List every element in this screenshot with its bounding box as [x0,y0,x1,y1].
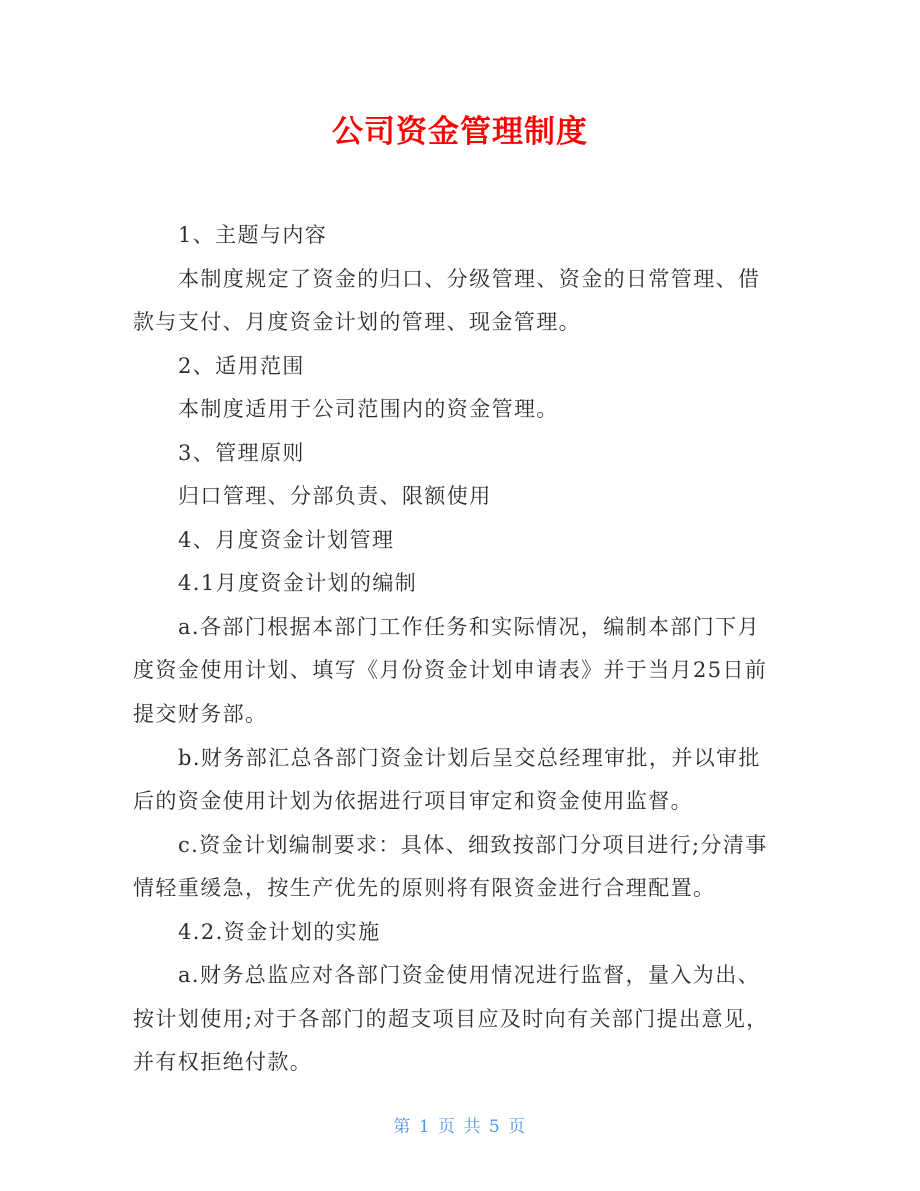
body-line: 4、月度资金计划管理 [178,527,395,552]
body-line: 本制度规定了资金的归口、分级管理、资金的日常管理、借 [178,266,761,291]
body-line: 4.2.资金计划的实施 [178,919,381,944]
page-footer [0,1112,920,1137]
body-line: b.财务部汇总各部门资金计划后呈交总经理审批，并以审批 [178,745,761,770]
body-line: a.各部门根据本部门工作任务和实际情况，编制本部门下月 [178,614,760,639]
body-line: 1、主题与内容 [178,223,328,247]
body-line: 2、适用范围 [178,353,305,378]
body-line: 本制度适用于公司范围内的资金管理。 [178,397,559,422]
body-line: 4.1月度资金计划的编制 [178,571,418,596]
body-line: 并有权拒绝付款。 [133,1050,313,1075]
page-number-indicator: 第 1 页 共 5 页 [393,1117,527,1137]
body-line: 情轻重缓急，按生产优先的原则将有限资金进行合理配置。 [133,876,716,901]
body-line: c.资金计划编制要求：具体、细致按部门分项目进行;分清事 [178,832,768,857]
body-line: 按计划使用;对于各部门的超支项目应及时向有关部门提出意见， [133,1006,769,1031]
body-line: 归口管理、分部负责、限额使用 [178,484,492,509]
document-title: 公司资金管理制度 [332,114,588,150]
body-line: 3、管理原则 [178,440,305,465]
body-line: 提交财务部。 [133,702,268,727]
body-line: 款与支付、月度资金计划的管理、现金管理。 [133,310,581,335]
document-body [133,214,823,1085]
body-line: 度资金使用计划、填写《月份资金计划申请表》并于当月25日前 [133,658,768,683]
body-line: a.财务总监应对各部门资金使用情况进行监督，量入为出、 [178,963,760,988]
body-line: 后的资金使用计划为依据进行项目审定和资金使用监督。 [133,789,693,814]
